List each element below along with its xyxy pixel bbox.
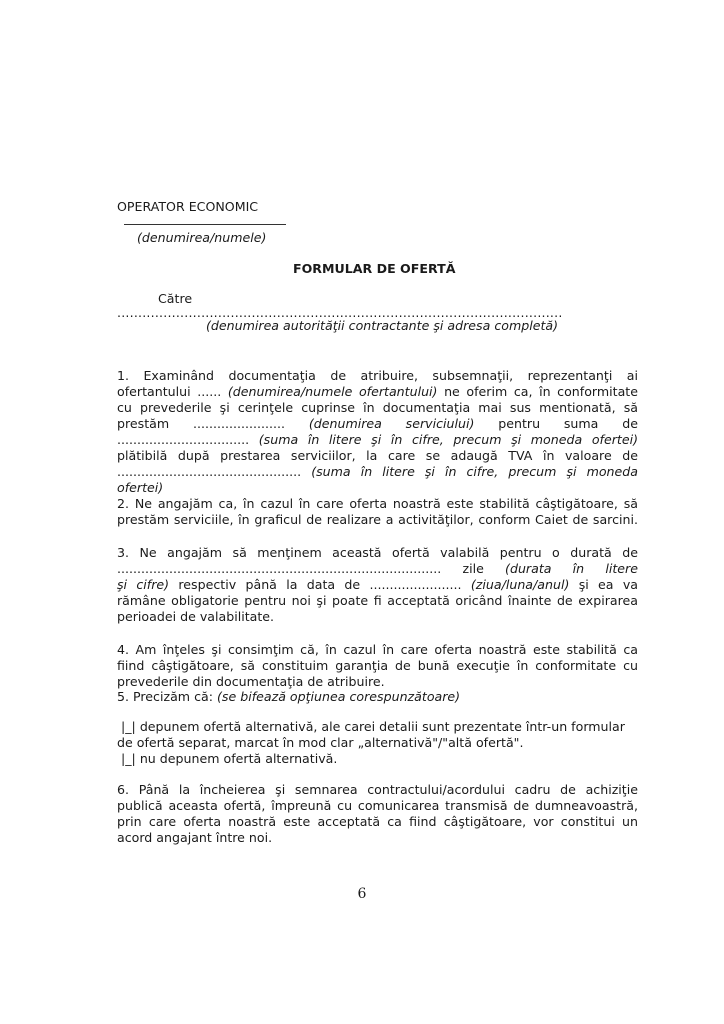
p1-line-4 [117, 416, 638, 432]
p5-option-1-cont: de ofertă separat, marcat în mod clar „alternativă"/"altă ofertă". [117, 735, 524, 750]
p5-hint: (se bifează opţiunea corespunzătoare) [216, 689, 461, 704]
p1-line-6: plătibilă după prestarea serviciilor, la care se adaugă TVA în valoare de [117, 448, 638, 463]
p6-line-3: prin care oferta noastră este acceptată ca fiind câştigătoare, vor constitui un [117, 814, 638, 829]
p1-line-8: ofertei) [117, 480, 164, 495]
p5-line-1 [117, 689, 460, 705]
p3-duration-hint: (durata în litere [505, 561, 638, 576]
p1-line-1: 1. Examinând documentaţia de atribuire, subsemnaţii, reprezentanţi ai [117, 368, 638, 383]
p3-digits-hint: şi cifre) [117, 577, 170, 592]
p1-line-2 [117, 384, 638, 400]
p1-vat-hint: (suma în litere şi în cifre, precum şi moneda [311, 464, 638, 479]
p3-line-2 [117, 561, 638, 577]
p5-intro: 5. Precizăm că: [117, 689, 213, 704]
form-title: FORMULAR DE OFERTĂ [293, 261, 456, 276]
p1-vat-dots: .............................................. [117, 464, 302, 479]
p1-line-2-tail: ne oferim ca, în conformitate [444, 384, 638, 399]
p2-line-1: 2. Ne angajăm ca, în cazul în care oferta noastră este stabilită câştigătoare, să [117, 496, 638, 511]
p1-sum-dots: ................................. [117, 432, 250, 447]
p5-option-2 [121, 751, 337, 767]
p1-bidder-dots: ofertantului ...... [117, 384, 222, 399]
option-2-text: nu depunem ofertă alternativă. [139, 751, 338, 766]
page-number: 6 [357, 886, 367, 902]
p1-line-5 [117, 432, 638, 448]
option-2-checkbox[interactable]: |_| [121, 751, 136, 766]
recipient-label: Către [158, 291, 193, 306]
p1-line-4-tail: pentru suma de [498, 416, 638, 431]
p1-line-3: cu prevederile şi cerinţele cuprinse în documentaţia mai sus mentionată, să [117, 400, 638, 415]
p3-days-word: zile [462, 561, 484, 576]
p4-line-1: 4. Am înţeles şi consimţim că, în cazul în care oferta noastră este stabilită ca [117, 642, 638, 657]
option-1-text: depunem ofertă alternativă, ale carei detalii sunt prezentate într-un formular [139, 719, 625, 734]
p6-line-2: publică aceasta ofertă, împreună cu comunicarea transmisă de dumneavoastră, [117, 798, 638, 813]
p3-date-hint: (ziua/luna/anul) [470, 577, 570, 592]
p1-sum-hint: (suma în litere şi în cifre, precum şi moneda ofertei) [258, 432, 638, 447]
p6-line-4: acord angajant între noi. [117, 830, 273, 845]
recipient-subtitle: (denumirea autorităţii contractante şi adresa completă) [206, 318, 559, 333]
recipient-dots: .......................................................................................................... [117, 305, 563, 320]
p3-duration-dots: ................................................................................. [117, 561, 442, 576]
p4-line-2: fiind câştigătoare, să constituim garanţia de bună execuţie în conformitate cu [117, 658, 638, 673]
p1-line-4-head: prestăm [117, 416, 170, 431]
p1-service-hint: (denumirea serviciului) [308, 416, 475, 431]
p3-date-dots: respectiv până la data de ....................... [178, 577, 462, 592]
p3-line-3-tail: şi ea va [578, 577, 639, 592]
p2-line-2: prestăm serviciile, în graficul de realizare a activităţilor, conform Caiet de sarcini. [117, 512, 638, 527]
p6-line-1: 6. Până la încheierea şi semnarea contractului/acordului cadru de achiziţie [117, 782, 638, 797]
operator-subtitle: (denumirea/numele) [137, 230, 267, 245]
p3-line-1: 3. Ne angajăm să menţinem această ofertă valabilă pentru o durată de [117, 545, 638, 560]
option-1-checkbox[interactable]: |_| [121, 719, 136, 734]
operator-label: OPERATOR ECONOMIC [117, 199, 259, 214]
p5-option-1 [121, 719, 625, 735]
p1-service-dots: ....................... [192, 416, 286, 431]
p3-line-3 [117, 577, 638, 593]
p3-line-5: perioadei de valabilitate. [117, 609, 275, 624]
operator-name-line [124, 224, 286, 225]
p1-bidder-hint: (denumirea/numele ofertantului) [227, 384, 438, 399]
p3-line-4: rămâne obligatorie pentru noi şi poate fi acceptată oricând înainte de expirarea [117, 593, 638, 608]
p4-line-3: prevederile din documentaţia de atribuire. [117, 674, 385, 689]
p1-line-7 [117, 464, 638, 480]
